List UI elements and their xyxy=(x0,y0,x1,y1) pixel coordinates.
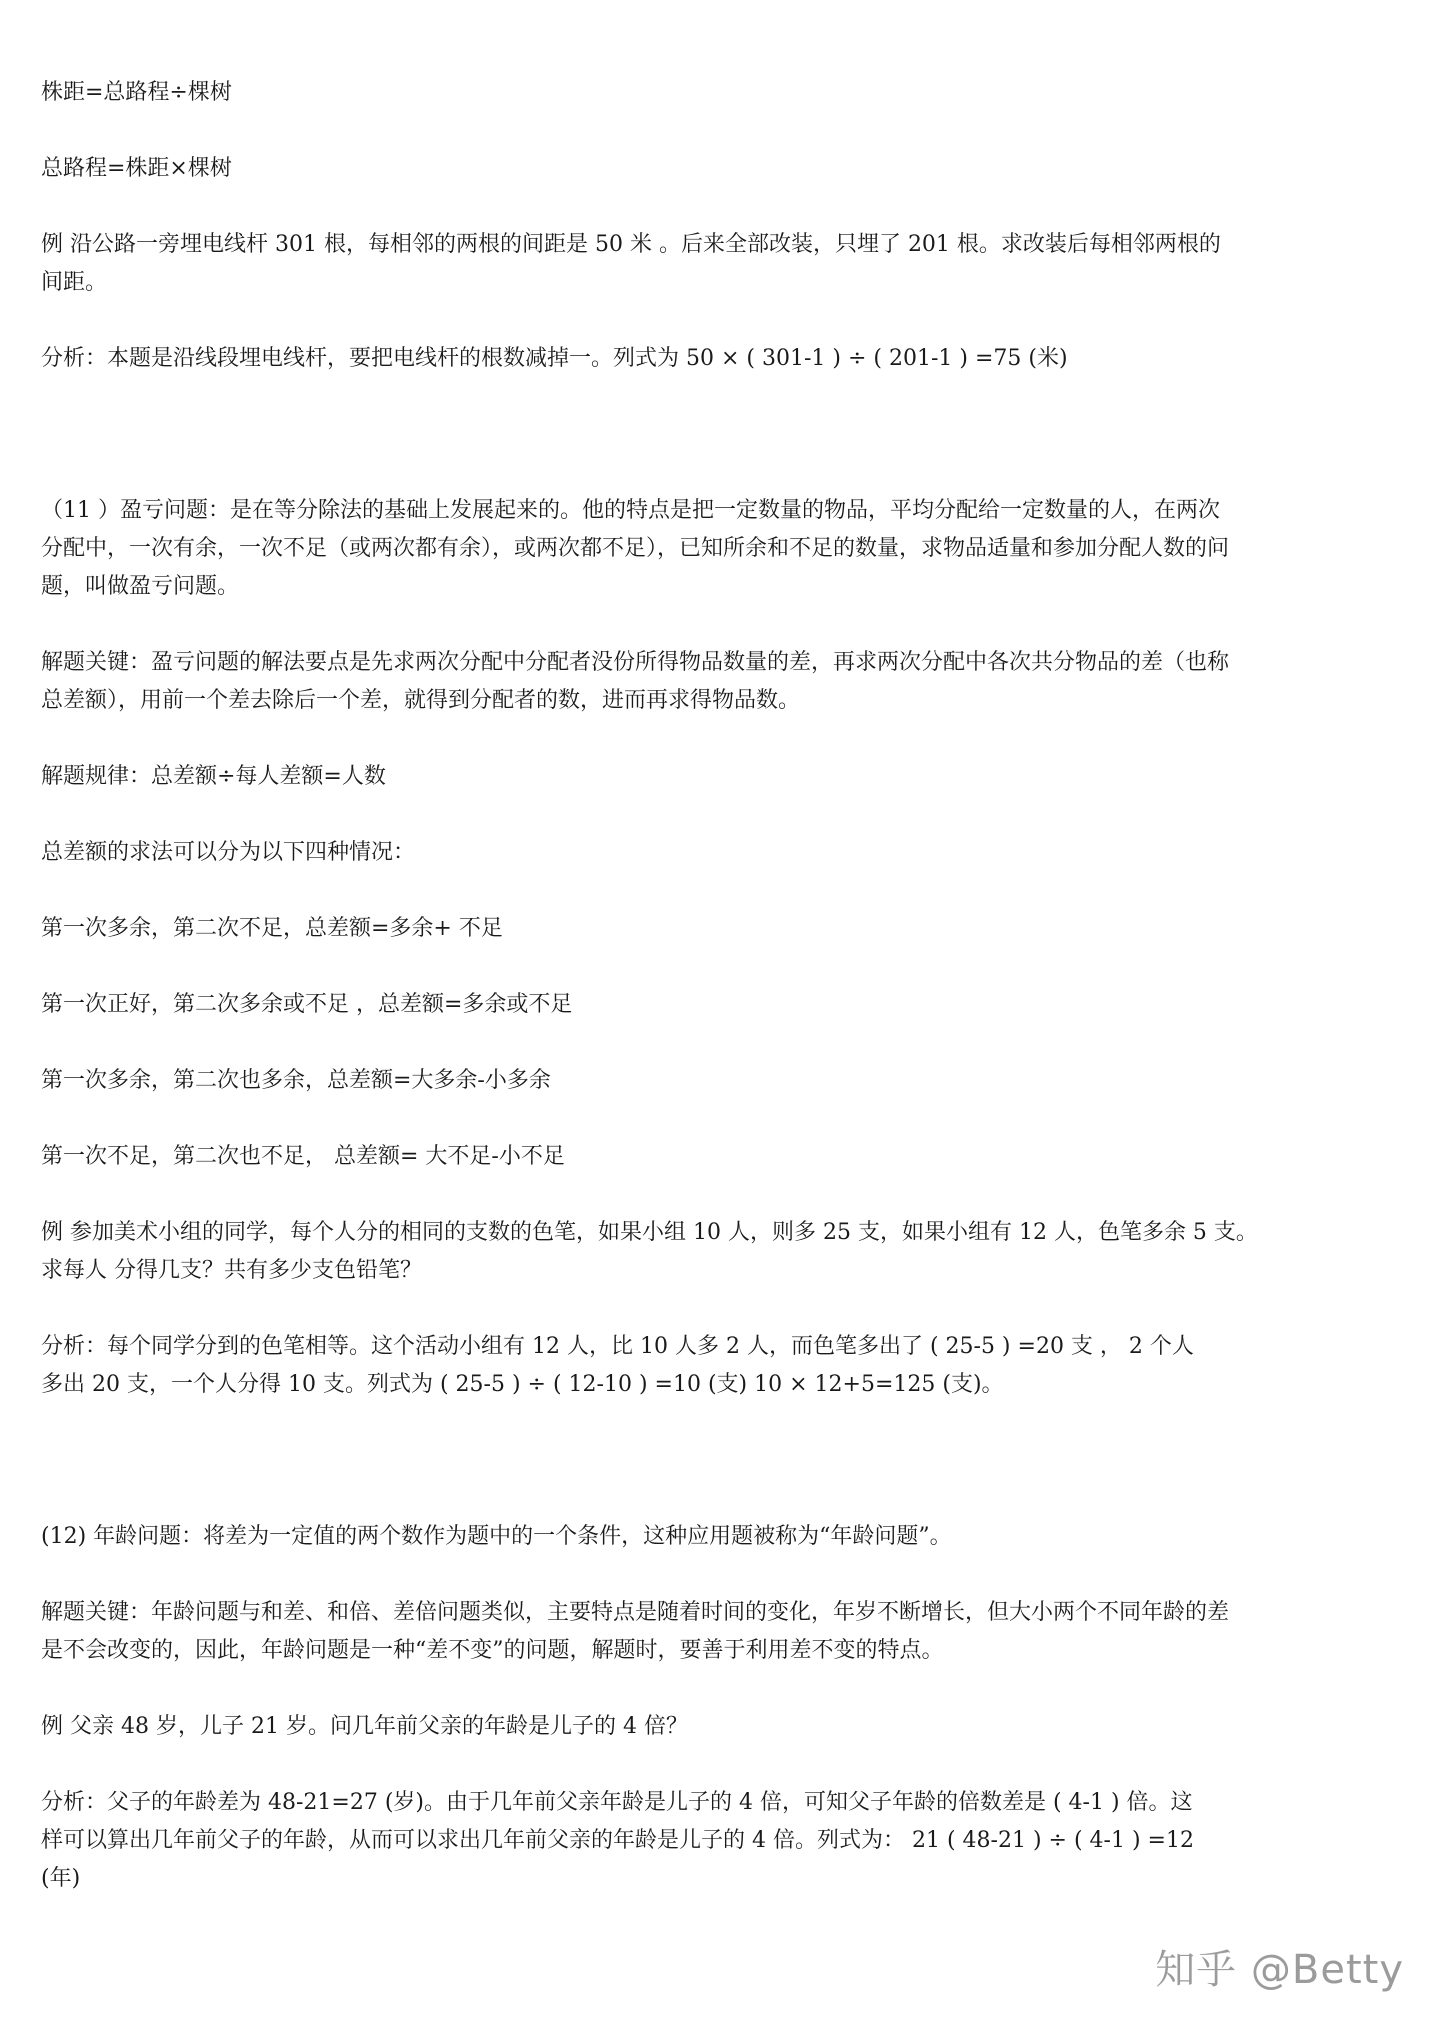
text-line: 求每人 分得几支？共有多少支色铅笔？ xyxy=(41,1258,422,1283)
text-line: (12) 年龄问题：将差为一定值的两个数作为题中的一个条件，这种应用题被称为“年龄问题”。 xyxy=(41,1524,952,1549)
text-line: 解题关键：盈亏问题的解法要点是先求两次分配中分配者没份所得物品数量的差，再求两次分配中各次共分物品的差（也称 xyxy=(41,650,1230,675)
text-line: 总路程=株距×棵树 xyxy=(41,156,232,181)
document-page xyxy=(41,74,1407,1898)
text-line: 总差额的求法可以分为以下四种情况： xyxy=(41,840,416,865)
text-line: 第一次多余，第二次也多余，总差额=大多余-小多余 xyxy=(41,1068,551,1093)
text-line: (年) xyxy=(41,1866,81,1891)
text-line: 分配中，一次有余，一次不足（或两次都有余），或两次都不足），已知所余和不足的数量，求物品适量和参加分配人数的问 xyxy=(41,536,1230,561)
text-line: 解题关键：年龄问题与和差、和倍、差倍问题类似，主要特点是随着时间的变化，年岁不断增长，但大小两个不同年龄的差 xyxy=(41,1600,1230,1625)
text-line: 题，叫做盈亏问题。 xyxy=(41,574,240,599)
text-line: 例 沿公路一旁埋电线杆 301 根，每相邻的两根的间距是 50 米 。后来全部改装，只埋了 201 根。求改装后每相邻两根的 xyxy=(41,232,1221,257)
text-line: 株距=总路程÷棵树 xyxy=(41,80,232,105)
text-line: 第一次多余，第二次不足，总差额=多余+ 不足 xyxy=(41,916,503,941)
zhihu-watermark: 知乎 @Betty xyxy=(1155,1947,1404,1993)
text-line: 总差额），用前一个差去除后一个差，就得到分配者的数，进而再求得物品数。 xyxy=(41,688,801,713)
text-line: 第一次正好，第二次多余或不足 ，总差额=多余或不足 xyxy=(41,992,573,1017)
text-line: 解题规律：总差额÷每人差额=人数 xyxy=(41,764,386,789)
text-line: 例 参加美术小组的同学，每个人分的相同的支数的色笔，如果小组 10 人，则多 25 支，如果小组有 12 人，色笔多余 5 支。 xyxy=(41,1220,1258,1245)
text-line: 分析：本题是沿线段埋电线杆，要把电线杆的根数减掉一。列式为 50 × ( 301-1 ) ÷ ( 201-1 ) =75 (米) xyxy=(41,346,1068,371)
text-line: 间距。 xyxy=(41,270,108,295)
text-line: 多出 20 支，一个人分得 10 支。列式为 ( 25-5 ) ÷ ( 12-10 ) =10 (支) 10 × 12+5=125 (支)。 xyxy=(41,1372,1004,1397)
text-line: 是不会改变的，因此，年龄问题是一种“差不变”的问题，解题时，要善于利用差不变的特点。 xyxy=(41,1638,944,1663)
text-line: 分析：父子的年龄差为 48-21=27 (岁)。由于几年前父亲年龄是儿子的 4 倍，可知父子年龄的倍数差是 ( 4-1 ) 倍。这 xyxy=(41,1790,1193,1815)
text-line: 第一次不足，第二次也不足， 总差额= 大不足-小不足 xyxy=(41,1144,565,1169)
text-line: 例 父亲 48 岁，儿子 21 岁。问几年前父亲的年龄是儿子的 4 倍？ xyxy=(41,1714,688,1739)
text-line: 分析：每个同学分到的色笔相等。这个活动小组有 12 人，比 10 人多 2 人，而色笔多出了 ( 25-5 ) =20 支 ， 2 个人 xyxy=(41,1334,1194,1359)
text-line: （11 ）盈亏问题：是在等分除法的基础上发展起来的。他的特点是把一定数量的物品，平均分配给一定数量的人，在两次 xyxy=(41,498,1220,523)
text-line: 样可以算出几年前父子的年龄，从而可以求出几年前父亲的年龄是儿子的 4 倍。列式为： 21 ( 48-21 ) ÷ ( 4-1 ) =12 xyxy=(41,1828,1194,1853)
